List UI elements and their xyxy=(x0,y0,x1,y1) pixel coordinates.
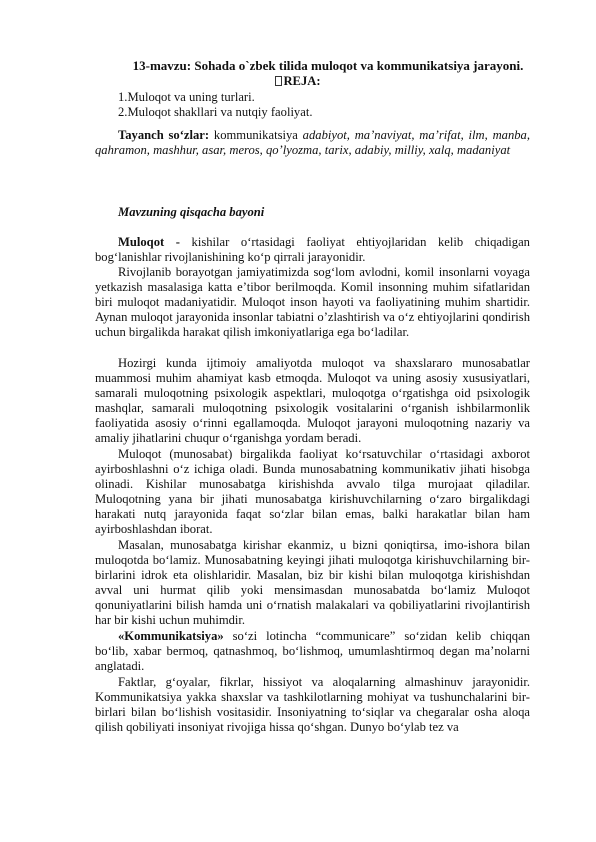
missing-glyph-icon xyxy=(275,76,282,86)
paragraph-6-text: so‘zi lotincha “communicare” so‘zidan kelib chiqqan bo‘lib, xabar bermoq, qatnashmoq, bo‘lishmoq, umumlashtirmoq degan ma’nolarni anglatadi. xyxy=(95,629,530,674)
paragraph-1-text: kishilar o‘rtasidagi faoliyat ehtiyojlaridan kelib chiqadigan bog‘lanishlar rivojlanishining ko‘p qirrali jarayonidir. xyxy=(95,235,530,265)
keywords-paragraph xyxy=(95,128,530,158)
document-title: 13-mavzu: Sohada o`zbek tilida muloqot va kommunikatsiya jarayoni. xyxy=(132,58,524,73)
plan-item-2: 2.Muloqot shakllari va nutqiy faoliyat. xyxy=(118,105,313,119)
keywords-terms: adabiyot, ma’naviyat, ma’rifat, ilm, manba, qahramon, mashhur, asar, meros, qo’lyozma, tarix, adabiy, milliy, xalq, madaniyat xyxy=(95,128,530,158)
paragraph-2: Rivojlanib borayotgan jamiyatimizda sog‘lom avlodni, komil insonlarni voyaga yetkazish masalasiga katta e’tibor berilmoqda. Komil insonning muhim sifatlaridan biri muloqot madaniyatidir. Muloqot inson hayoti va faoliyatining muhim shartidir. Aynan muloqot jarayonida insonlar tabiatni o’zlashtirish va o‘z ehtiyojlarini qondirish uchun birgalikda harakat qilish imkoniyatlariga ega bo‘ladilar. xyxy=(95,265,530,340)
paragraph-4: Muloqot (munosabat) birgalikda faoliyat ko‘rsatuvchilar o‘rtasidagi axborot ayirboshlashni o‘z ichiga oladi. Bunda munosabatning kommunikativ jihati hisobga olinadi. Kishilar munosabatga kirishishda avvalo tilga murojaat qiladilar. Muloqotning yana bir jihati munosabatga kirishuvchilarning o‘zaro birgalikdagi harakati nutq jarayonida faqat so‘zlar bilan emas, balki harakatlar bilan ham ayirboshlashdan iborat. xyxy=(95,447,530,537)
paragraph-1-term: Muloqot - xyxy=(118,235,180,249)
plan-item-1: 1.Muloqot va uning turlari. xyxy=(118,90,255,104)
paragraph-1 xyxy=(95,235,530,265)
keywords-lead: kommunikatsiya xyxy=(213,128,298,142)
summary-heading: Mavzuning qisqacha bayoni xyxy=(118,205,265,219)
plan-heading xyxy=(0,74,596,89)
paragraph-6 xyxy=(95,629,530,674)
paragraph-7: Faktlar, g‘oyalar, fikrlar, hissiyot va aloqalarning almashinuv jarayonidir. Kommunikatsiya yakka shaxslar va tashkilotlarning mohiyat va tushunchalarini bir-birlari bilan bo‘lishish vositasidir. Insoniyatning to‘siqlar va chegaralar osha aloqa qilish qobiliyati insoniyat rivojiga hissa qo‘shgan. Dunyo bo‘ylab tez va xyxy=(95,675,530,735)
paragraph-6-term: «Kommunikatsiya» xyxy=(118,629,224,643)
keywords-label: Tayanch so‘zlar: xyxy=(118,128,210,142)
paragraph-5: Masalan, munosabatga kirishar ekanmiz, u bizni qoniqtirsa, imo-ishora bilan muloqotda bo‘lamiz. Munosabatning keyingi jihati muloqotga kirishuvchilarning bir-birlarini idrok eta olishlaridir. Masalan, biz bir kishi bilan muloqotga kirishishdan avval uni hurmat qilib yoki mensimasdan munosabatda bo‘lamiz Muloqot qonuniyatlarini bilish hamda uni o‘rnatish malakalari va qobiliyatlarini rivojlantirish har bir kishi uchun muhimdir. xyxy=(95,538,530,628)
plan-heading-label: REJA: xyxy=(283,74,321,88)
paragraph-3: Hozirgi kunda ijtimoiy amaliyotda muloqot va shaxslararo munosabatlar muammosi muhim ahamiyat kasb etmoqda. Muloqot va uning asosiy xususiyatlari, samarali muloqotning psixologik aspektlari, muloqotga o‘rgatishga oid psixologik mashqlar, samarali muloqotning psixologik vositalarini o‘rganish ishbilarmonlik faoliyatida asosiy o‘rinni egallamoqda. Muloqot jarayoni muloqotning nazariy va amaliy jihatlarini chuqur o‘rganishga yordam beradi. xyxy=(95,356,530,446)
